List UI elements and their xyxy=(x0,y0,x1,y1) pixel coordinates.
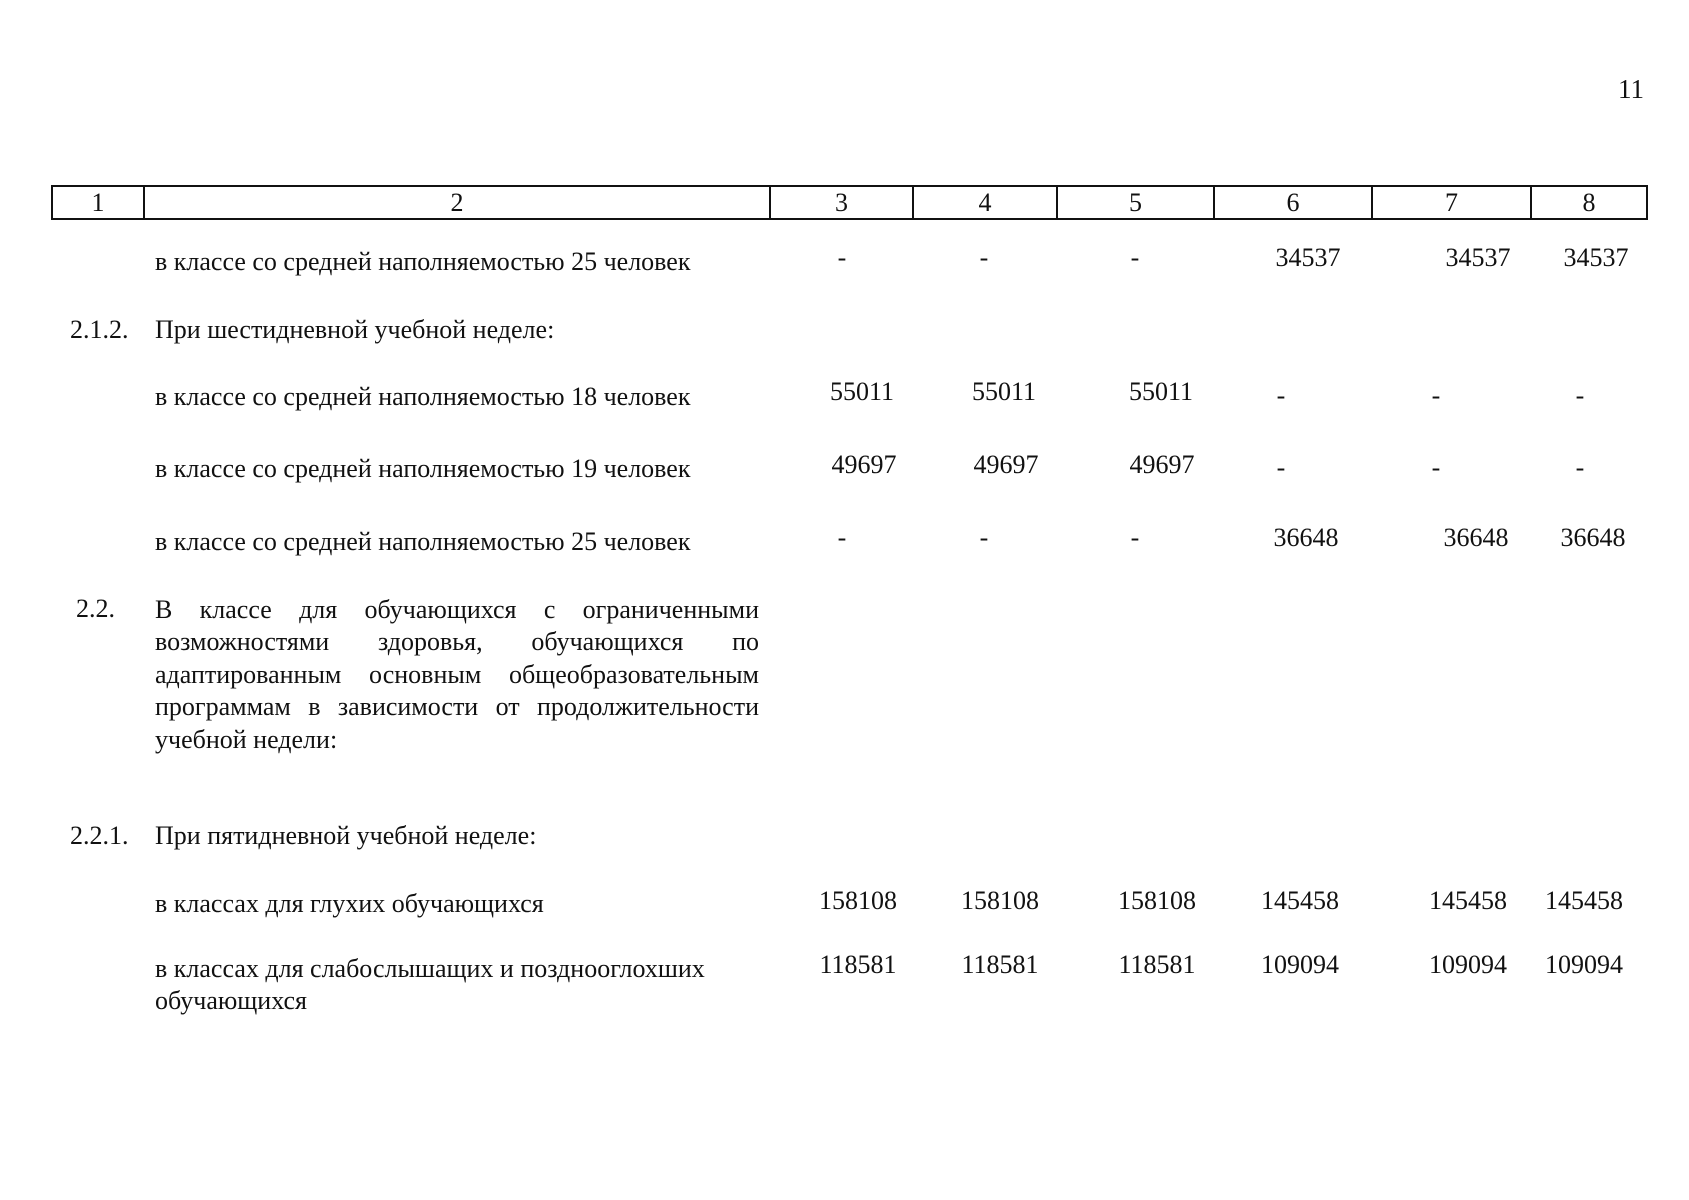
value-col-7: 109094 xyxy=(1429,950,1507,979)
row-label: в классах для глухих обучающихся xyxy=(155,889,544,918)
value-col-8: 34537 xyxy=(1563,243,1629,272)
value-col-3: 55011 xyxy=(829,377,895,406)
value-col-4: 158108 xyxy=(961,886,1039,915)
header-col-1: 1 xyxy=(52,186,144,219)
value-col-7: 36648 xyxy=(1443,523,1509,552)
row-label: в классе со средней наполняемостью 25 человек xyxy=(155,247,691,276)
value-col-5: 49697 xyxy=(1129,450,1195,479)
value-col-8: 109094 xyxy=(1545,950,1623,979)
value-col-5: 55011 xyxy=(1128,377,1194,406)
row-code: 2.2.1. xyxy=(70,821,129,850)
value-col-8: 36648 xyxy=(1560,523,1626,552)
value-col-3: - xyxy=(837,243,847,272)
row-label: в классе со средней наполняемостью 18 человек xyxy=(155,382,691,411)
value-col-6: 109094 xyxy=(1261,950,1339,979)
row-label: При шестидневной учебной неделе: xyxy=(155,315,555,344)
header-col-4: 4 xyxy=(913,186,1057,219)
value-col-7: - xyxy=(1431,453,1441,482)
value-col-3: 49697 xyxy=(831,450,897,479)
value-col-4: 55011 xyxy=(971,377,1037,406)
value-col-6: 145458 xyxy=(1261,886,1339,915)
row-label: в классе со средней наполняемостью 19 человек xyxy=(155,454,691,483)
page-number: 11 xyxy=(1618,74,1644,104)
row-label: в классах для слабослышащих и позднооглохших обучающихся xyxy=(155,954,705,1016)
value-col-7: 145458 xyxy=(1429,886,1507,915)
value-col-5: 158108 xyxy=(1118,886,1196,915)
header-col-2: 2 xyxy=(144,186,770,219)
value-col-7: 34537 xyxy=(1445,243,1511,272)
value-col-5: - xyxy=(1130,523,1140,552)
header-col-5: 5 xyxy=(1057,186,1214,219)
value-col-6: - xyxy=(1276,453,1286,482)
column-number-header xyxy=(51,185,1648,220)
header-col-3: 3 xyxy=(770,186,913,219)
value-col-8: 145458 xyxy=(1545,886,1623,915)
row-code: 2.2. xyxy=(76,594,115,623)
value-col-4: - xyxy=(979,243,989,272)
value-col-5: 118581 xyxy=(1118,950,1196,979)
header-col-7: 7 xyxy=(1372,186,1531,219)
header-col-6: 6 xyxy=(1214,186,1372,219)
value-col-7: - xyxy=(1431,381,1441,410)
value-col-3: - xyxy=(837,523,847,552)
header-col-8: 8 xyxy=(1531,186,1647,219)
row-label: При пятидневной учебной неделе: xyxy=(155,821,537,850)
value-col-6: 36648 xyxy=(1273,523,1339,552)
row-code: 2.1.2. xyxy=(70,315,129,344)
value-col-4: - xyxy=(979,523,989,552)
value-col-4: 118581 xyxy=(961,950,1039,979)
value-col-4: 49697 xyxy=(973,450,1039,479)
value-col-3: 118581 xyxy=(819,950,897,979)
value-col-3: 158108 xyxy=(819,886,897,915)
row-label: В классе для обучающихся с ограниченными возможностями здоровья, обучающихся по адаптированным основным общеобразовательным программам в зависимости от продолжительности учебной недели: xyxy=(155,595,759,754)
value-col-5: - xyxy=(1130,243,1140,272)
value-col-8: - xyxy=(1575,453,1585,482)
row-label: в классе со средней наполняемостью 25 человек xyxy=(155,527,691,556)
value-col-8: - xyxy=(1575,381,1585,410)
value-col-6: 34537 xyxy=(1275,243,1341,272)
value-col-6: - xyxy=(1276,381,1286,410)
